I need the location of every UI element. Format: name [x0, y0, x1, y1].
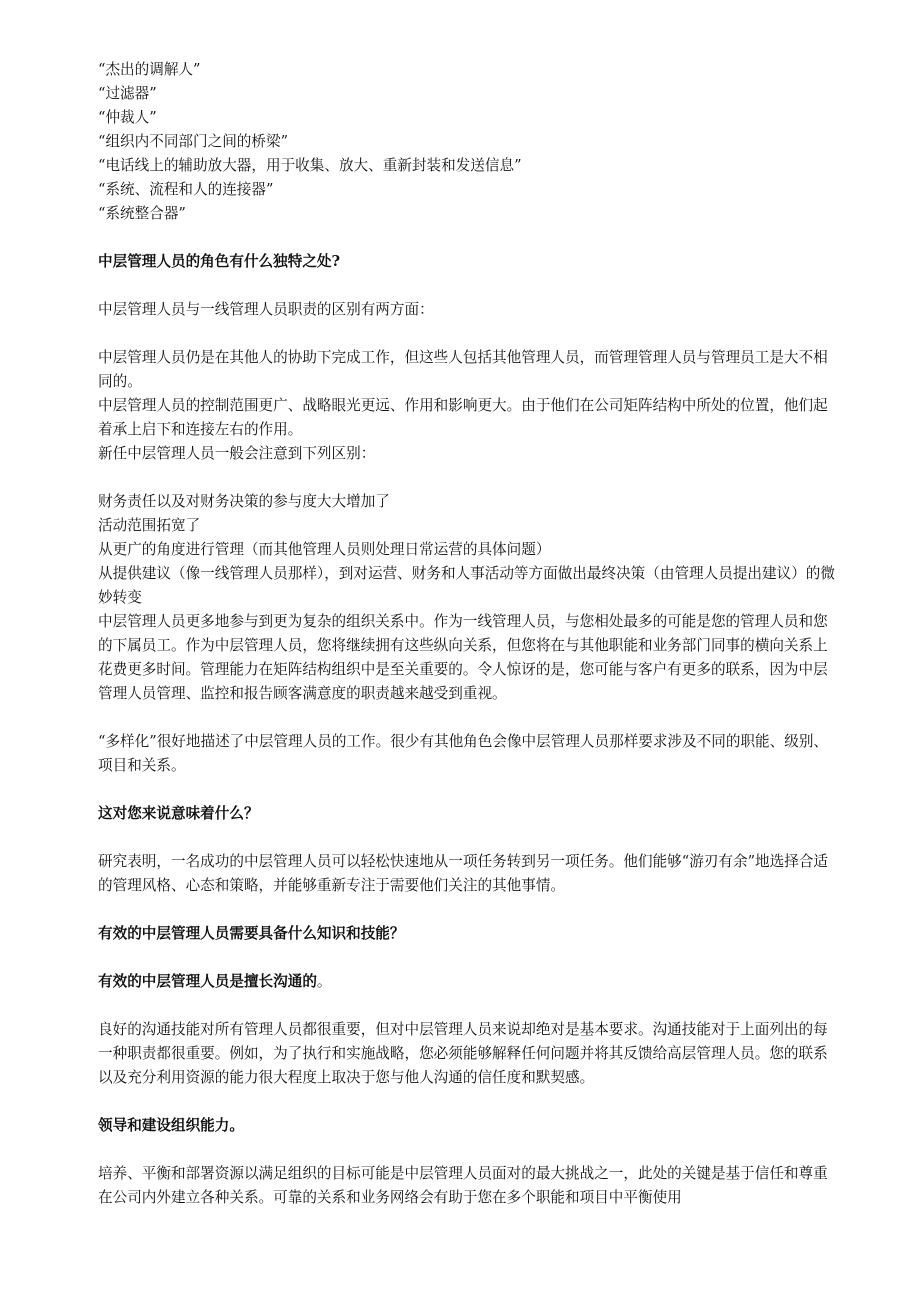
spacer [98, 322, 840, 346]
spacer [98, 778, 840, 802]
section-intro: 中层管理人员与一线管理人员职责的区别有两方面： [98, 301, 434, 318]
difference-item: 从更广的角度进行管理（而其他管理人员则处理日常运营的具体问题） [98, 541, 551, 558]
spacer [98, 274, 840, 298]
subheading-communication [98, 970, 840, 994]
difference-item: 从提供建议（像一线管理人员那样），到对运营、财务和人事活动等方面做出最终决策（由管理人员提出建议）的微妙转变 [98, 565, 835, 606]
role-item: “仲裁人” [98, 109, 157, 126]
section-heading-unique-role: 中层管理人员的角色有什么独特之处? [98, 253, 341, 270]
spacer [98, 1090, 840, 1114]
paragraph: 培养、平衡和部署资源以满足组织的目标可能是中层管理人员面对的最大挑战之一，此处的关键是基于信任和尊重在公司内外建立各种关系。可靠的关系和业务网络会有助于您在多个职能和项目中平衡使用 [98, 1165, 828, 1206]
document-page [98, 58, 840, 1210]
spacer [98, 226, 840, 250]
paragraph: 新任中层管理人员一般会注意到下列区别： [98, 445, 376, 462]
role-item: “电话线上的辅助放大器，用于收集、放大、重新封装和发送信息” [98, 157, 522, 174]
role-item: “系统整合器” [98, 205, 186, 222]
paragraph: 中层管理人员仍是在其他人的协助下完成工作，但这些人包括其他管理人员，而管理管理人员与管理员工是大不相同的。 [98, 349, 828, 390]
spacer [98, 994, 840, 1018]
role-item: “组织内不同部门之间的桥梁” [98, 133, 289, 150]
paragraph: 研究表明，一名成功的中层管理人员可以轻松快速地从一项任务转到另一项任务。他们能够“游刃有余”地选择合适的管理风格、心态和策略，并能够重新专注于需要他们关注的其他事情。 [98, 853, 829, 894]
spacer [98, 1138, 840, 1162]
section-heading-skills: 有效的中层管理人员需要具备什么知识和技能？ [98, 925, 405, 942]
difference-item: 中层管理人员更多地参与到更为复杂的组织关系中。作为一线管理人员，与您相处最多的可能是您的管理人员和您的下属员工。作为中层管理人员，您将继续拥有这些纵向关系，但您将在与其他职能和业务部门同事的横向关系上花费更多时间。管理能力在矩阵结构组织中是至关重要的。令人惊讶的是，您可能与客户有更多的联系，因为中层管理人员管理、监控和报告顾客满意度的职责越来越受到重视。 [98, 613, 828, 702]
subheading-communication-tail: 。 [316, 973, 332, 990]
paragraph: 中层管理人员的控制范围更广、战略眼光更远、作用和影响更大。由于他们在公司矩阵结构中所处的位置，他们起着承上启下和连接左右的作用。 [98, 397, 828, 438]
role-item: “过滤器” [98, 85, 157, 102]
role-item: “杰出的调解人” [98, 61, 201, 78]
spacer [98, 706, 840, 730]
spacer [98, 946, 840, 970]
subheading-communication-bold: 有效的中层管理人员是擅长沟通的 [98, 973, 317, 990]
subheading-leadership: 领导和建设组织能力。 [98, 1117, 244, 1134]
paragraph-diversity: “多样化”很好地描述了中层管理人员的工作。很少有其他角色会像中层管理人员那样要求涉及不同的职能、级别、项目和关系。 [98, 733, 829, 774]
section-heading-meaning: 这对您来说意味着什么？ [98, 805, 259, 822]
difference-item: 财务责任以及对财务决策的参与度大大增加了 [98, 493, 390, 510]
spacer [98, 898, 840, 922]
paragraph: 良好的沟通技能对所有管理人员都很重要，但对中层管理人员来说却绝对是基本要求。沟通技能对于上面列出的每一种职责都很重要。例如，为了执行和实施战略，您必须能够解释任何问题并将其反馈给高层管理人员。您的联系以及充分利用资源的能力很大程度上取决于您与他人沟通的信任度和默契感。 [98, 1021, 828, 1086]
role-item: “系统、流程和人的连接器” [98, 181, 274, 198]
difference-item: 活动范围拓宽了 [98, 517, 201, 534]
spacer [98, 826, 840, 850]
spacer [98, 466, 840, 490]
